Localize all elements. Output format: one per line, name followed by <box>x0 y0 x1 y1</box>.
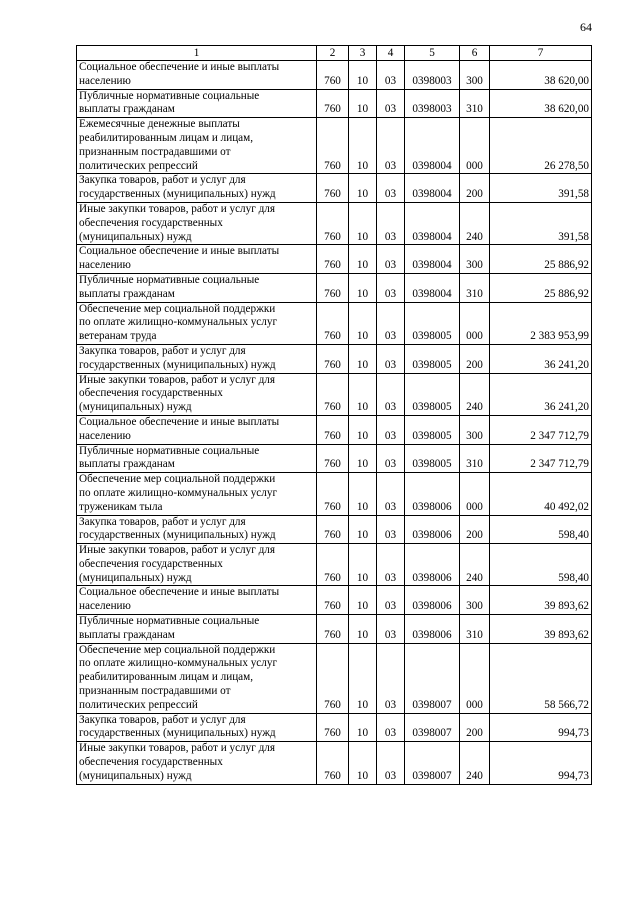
row-name-cell <box>77 273 317 302</box>
row-c4-cell: 03 <box>377 473 405 515</box>
row-c2-cell: 760 <box>317 742 349 784</box>
row-c4-cell: 03 <box>377 118 405 174</box>
row-c4-cell: 03 <box>377 89 405 118</box>
row-name-line: признанным пострадавшими от <box>79 145 231 158</box>
row-c3-cell: 10 <box>349 615 377 644</box>
row-name-cell <box>77 174 317 203</box>
table-row <box>77 742 592 784</box>
row-c7-cell: 39 893,62 <box>490 586 592 615</box>
row-c5-cell: 0398005 <box>405 302 460 344</box>
table-row <box>77 415 592 444</box>
column-header: 1 <box>77 46 317 61</box>
row-c2-cell: 760 <box>317 118 349 174</box>
row-c5-cell: 0398004 <box>405 174 460 203</box>
row-name-line: Ежемесячные денежные выплаты <box>79 118 240 131</box>
row-c2-cell: 760 <box>317 344 349 373</box>
row-c5-cell: 0398005 <box>405 415 460 444</box>
row-c2-cell: 760 <box>317 273 349 302</box>
column-header: 4 <box>377 46 405 61</box>
column-header: 7 <box>490 46 592 61</box>
table-header-row <box>77 46 592 61</box>
row-c2-cell: 760 <box>317 444 349 473</box>
row-name-cell <box>77 202 317 244</box>
row-c4-cell: 03 <box>377 202 405 244</box>
row-c2-cell: 760 <box>317 586 349 615</box>
table-row <box>77 202 592 244</box>
row-name-cell <box>77 61 317 90</box>
row-name-line: реабилитированным лицам и лицам, <box>79 671 254 684</box>
table-row <box>77 713 592 742</box>
column-header: 2 <box>317 46 349 61</box>
column-header: 3 <box>349 46 377 61</box>
row-name-line: (муниципальных) нужд <box>79 230 192 243</box>
row-name-cell <box>77 643 317 713</box>
row-c5-cell: 0398006 <box>405 544 460 586</box>
row-c3-cell: 10 <box>349 118 377 174</box>
row-c4-cell: 03 <box>377 273 405 302</box>
row-c7-cell: 39 893,62 <box>490 615 592 644</box>
row-c4-cell: 03 <box>377 444 405 473</box>
row-c5-cell: 0398007 <box>405 643 460 713</box>
row-c4-cell: 03 <box>377 174 405 203</box>
row-c6-cell: 240 <box>460 544 490 586</box>
table-row <box>77 444 592 473</box>
table-row <box>77 89 592 118</box>
row-c6-cell: 300 <box>460 245 490 274</box>
table-row <box>77 273 592 302</box>
row-name-cell <box>77 373 317 415</box>
table-row <box>77 344 592 373</box>
row-c5-cell: 0398007 <box>405 713 460 742</box>
row-name-line: Публичные нормативные социальные <box>79 615 260 628</box>
row-name-line: Публичные нормативные социальные <box>79 89 260 102</box>
row-name-cell <box>77 344 317 373</box>
row-name-line: населению <box>79 600 131 613</box>
row-c5-cell: 0398006 <box>405 473 460 515</box>
row-c7-cell: 2 347 712,79 <box>490 444 592 473</box>
row-name-cell <box>77 473 317 515</box>
row-c6-cell: 310 <box>460 444 490 473</box>
row-c6-cell: 300 <box>460 61 490 90</box>
row-c4-cell: 03 <box>377 61 405 90</box>
row-c7-cell: 40 492,02 <box>490 473 592 515</box>
row-c3-cell: 10 <box>349 302 377 344</box>
table-row <box>77 515 592 544</box>
row-name-line: Публичные нормативные социальные <box>79 273 260 286</box>
row-name-line: ветеранам труда <box>79 330 157 343</box>
row-c6-cell: 000 <box>460 473 490 515</box>
row-c5-cell: 0398003 <box>405 61 460 90</box>
row-name-line: признанным пострадавшими от <box>79 685 231 698</box>
row-c4-cell: 03 <box>377 515 405 544</box>
row-name-line: населению <box>79 429 131 442</box>
row-name-cell <box>77 544 317 586</box>
row-c7-cell: 58 566,72 <box>490 643 592 713</box>
row-c4-cell: 03 <box>377 373 405 415</box>
row-name-line: обеспечения государственных <box>79 387 223 400</box>
row-name-line: Закупка товаров, работ и услуг для <box>79 344 246 357</box>
row-c7-cell: 36 241,20 <box>490 344 592 373</box>
row-c2-cell: 760 <box>317 245 349 274</box>
table-row <box>77 118 592 174</box>
row-c7-cell: 26 278,50 <box>490 118 592 174</box>
row-name-line: по оплате жилищно-коммунальных услуг <box>79 657 278 670</box>
row-name-line: реабилитированным лицам и лицам, <box>79 131 254 144</box>
row-name-line: политических репрессий <box>79 698 198 711</box>
row-name-line: государственных (муниципальных) нужд <box>79 188 276 201</box>
row-c3-cell: 10 <box>349 544 377 586</box>
row-c4-cell: 03 <box>377 643 405 713</box>
row-c3-cell: 10 <box>349 89 377 118</box>
table-row <box>77 373 592 415</box>
table-row <box>77 245 592 274</box>
row-c6-cell: 200 <box>460 174 490 203</box>
row-c4-cell: 03 <box>377 742 405 784</box>
row-name-line: Социальное обеспечение и иные выплаты <box>79 586 280 599</box>
row-name-cell <box>77 444 317 473</box>
row-c5-cell: 0398004 <box>405 245 460 274</box>
row-c5-cell: 0398007 <box>405 742 460 784</box>
row-c6-cell: 310 <box>460 615 490 644</box>
row-c6-cell: 000 <box>460 118 490 174</box>
row-name-line: Закупка товаров, работ и услуг для <box>79 515 246 528</box>
row-c5-cell: 0398006 <box>405 615 460 644</box>
row-c7-cell: 391,58 <box>490 174 592 203</box>
row-c4-cell: 03 <box>377 302 405 344</box>
table-row <box>77 643 592 713</box>
table-row <box>77 61 592 90</box>
row-name-line: обеспечения государственных <box>79 756 223 769</box>
row-c3-cell: 10 <box>349 61 377 90</box>
row-c5-cell: 0398005 <box>405 444 460 473</box>
row-name-cell <box>77 615 317 644</box>
row-c4-cell: 03 <box>377 344 405 373</box>
row-name-line: Обеспечение мер социальной поддержки <box>79 302 276 315</box>
budget-table <box>76 45 592 785</box>
table-body <box>77 61 592 785</box>
row-c6-cell: 300 <box>460 586 490 615</box>
row-c6-cell: 310 <box>460 273 490 302</box>
row-c3-cell: 10 <box>349 742 377 784</box>
row-c2-cell: 760 <box>317 544 349 586</box>
row-name-line: государственных (муниципальных) нужд <box>79 358 276 371</box>
row-c2-cell: 760 <box>317 61 349 90</box>
row-name-line: Обеспечение мер социальной поддержки <box>79 473 276 486</box>
row-c7-cell: 391,58 <box>490 202 592 244</box>
row-c4-cell: 03 <box>377 586 405 615</box>
row-name-line: по оплате жилищно-коммунальных услуг <box>79 486 278 499</box>
row-name-line: Социальное обеспечение и иные выплаты <box>79 61 280 73</box>
row-c6-cell: 300 <box>460 415 490 444</box>
row-name-line: обеспечения государственных <box>79 557 223 570</box>
row-name-cell <box>77 245 317 274</box>
row-c6-cell: 000 <box>460 302 490 344</box>
page-number: 64 <box>580 20 592 34</box>
row-c4-cell: 03 <box>377 615 405 644</box>
row-c2-cell: 760 <box>317 174 349 203</box>
row-c2-cell: 760 <box>317 373 349 415</box>
row-c3-cell: 10 <box>349 344 377 373</box>
row-c5-cell: 0398006 <box>405 515 460 544</box>
row-name-line: выплаты гражданам <box>79 628 175 641</box>
row-c6-cell: 310 <box>460 89 490 118</box>
row-c2-cell: 760 <box>317 515 349 544</box>
row-c4-cell: 03 <box>377 544 405 586</box>
row-name-cell <box>77 713 317 742</box>
table-row <box>77 473 592 515</box>
row-c7-cell: 25 886,92 <box>490 245 592 274</box>
row-c3-cell: 10 <box>349 473 377 515</box>
row-c6-cell: 240 <box>460 373 490 415</box>
row-c6-cell: 240 <box>460 202 490 244</box>
row-c7-cell: 994,73 <box>490 713 592 742</box>
row-c5-cell: 0398004 <box>405 273 460 302</box>
row-c2-cell: 760 <box>317 415 349 444</box>
row-name-line: Иные закупки товаров, работ и услуг для <box>79 202 276 215</box>
row-c2-cell: 760 <box>317 89 349 118</box>
row-c3-cell: 10 <box>349 586 377 615</box>
row-name-line: государственных (муниципальных) нужд <box>79 727 276 740</box>
row-name-line: выплаты гражданам <box>79 103 175 116</box>
row-c5-cell: 0398005 <box>405 344 460 373</box>
row-c6-cell: 000 <box>460 643 490 713</box>
row-name-line: Социальное обеспечение и иные выплаты <box>79 245 280 258</box>
row-c3-cell: 10 <box>349 273 377 302</box>
row-c2-cell: 760 <box>317 302 349 344</box>
row-name-cell <box>77 415 317 444</box>
row-c6-cell: 200 <box>460 344 490 373</box>
row-c6-cell: 200 <box>460 515 490 544</box>
table-row <box>77 174 592 203</box>
row-name-cell <box>77 586 317 615</box>
row-c4-cell: 03 <box>377 415 405 444</box>
table-row <box>77 544 592 586</box>
row-name-cell <box>77 742 317 784</box>
row-c7-cell: 38 620,00 <box>490 89 592 118</box>
row-name-line: Иные закупки товаров, работ и услуг для <box>79 742 276 755</box>
row-name-line: Иные закупки товаров, работ и услуг для <box>79 544 276 557</box>
row-name-line: (муниципальных) нужд <box>79 571 192 584</box>
row-name-line: по оплате жилищно-коммунальных услуг <box>79 316 278 329</box>
row-c3-cell: 10 <box>349 643 377 713</box>
row-name-line: Иные закупки товаров, работ и услуг для <box>79 373 276 386</box>
row-name-cell <box>77 118 317 174</box>
table-row <box>77 586 592 615</box>
row-name-cell <box>77 89 317 118</box>
row-c2-cell: 760 <box>317 643 349 713</box>
row-name-line: Закупка товаров, работ и услуг для <box>79 174 246 187</box>
row-c6-cell: 240 <box>460 742 490 784</box>
row-c3-cell: 10 <box>349 515 377 544</box>
row-c7-cell: 598,40 <box>490 515 592 544</box>
row-name-line: выплаты гражданам <box>79 458 175 471</box>
row-c4-cell: 03 <box>377 245 405 274</box>
column-header: 5 <box>405 46 460 61</box>
row-c2-cell: 760 <box>317 202 349 244</box>
row-name-line: политических репрессий <box>79 159 198 172</box>
row-name-line: Публичные нормативные социальные <box>79 444 260 457</box>
row-c6-cell: 200 <box>460 713 490 742</box>
row-c7-cell: 2 347 712,79 <box>490 415 592 444</box>
row-name-line: Социальное обеспечение и иные выплаты <box>79 415 280 428</box>
row-c5-cell: 0398003 <box>405 89 460 118</box>
row-c3-cell: 10 <box>349 373 377 415</box>
row-name-line: населению <box>79 259 131 272</box>
row-name-line: (муниципальных) нужд <box>79 769 192 782</box>
row-name-line: государственных (муниципальных) нужд <box>79 529 276 542</box>
row-c5-cell: 0398004 <box>405 118 460 174</box>
row-c7-cell: 36 241,20 <box>490 373 592 415</box>
row-c7-cell: 2 383 953,99 <box>490 302 592 344</box>
row-c3-cell: 10 <box>349 174 377 203</box>
table-row <box>77 615 592 644</box>
row-c3-cell: 10 <box>349 202 377 244</box>
row-name-line: выплаты гражданам <box>79 287 175 300</box>
row-c7-cell: 38 620,00 <box>490 61 592 90</box>
row-c2-cell: 760 <box>317 713 349 742</box>
row-c2-cell: 760 <box>317 615 349 644</box>
row-c5-cell: 0398006 <box>405 586 460 615</box>
row-c7-cell: 994,73 <box>490 742 592 784</box>
row-c5-cell: 0398004 <box>405 202 460 244</box>
row-name-line: труженикам тыла <box>79 500 163 513</box>
row-c7-cell: 598,40 <box>490 544 592 586</box>
row-name-line: Закупка товаров, работ и услуг для <box>79 713 246 726</box>
row-name-line: населению <box>79 74 131 87</box>
row-c5-cell: 0398005 <box>405 373 460 415</box>
row-c3-cell: 10 <box>349 245 377 274</box>
row-name-line: обеспечения государственных <box>79 216 223 229</box>
row-c2-cell: 760 <box>317 473 349 515</box>
row-name-line: (муниципальных) нужд <box>79 401 192 414</box>
column-header: 6 <box>460 46 490 61</box>
row-name-line: Обеспечение мер социальной поддержки <box>79 643 276 656</box>
row-c7-cell: 25 886,92 <box>490 273 592 302</box>
table-row <box>77 302 592 344</box>
row-c4-cell: 03 <box>377 713 405 742</box>
row-c3-cell: 10 <box>349 444 377 473</box>
row-c3-cell: 10 <box>349 415 377 444</box>
row-c3-cell: 10 <box>349 713 377 742</box>
row-name-cell <box>77 302 317 344</box>
row-name-cell <box>77 515 317 544</box>
